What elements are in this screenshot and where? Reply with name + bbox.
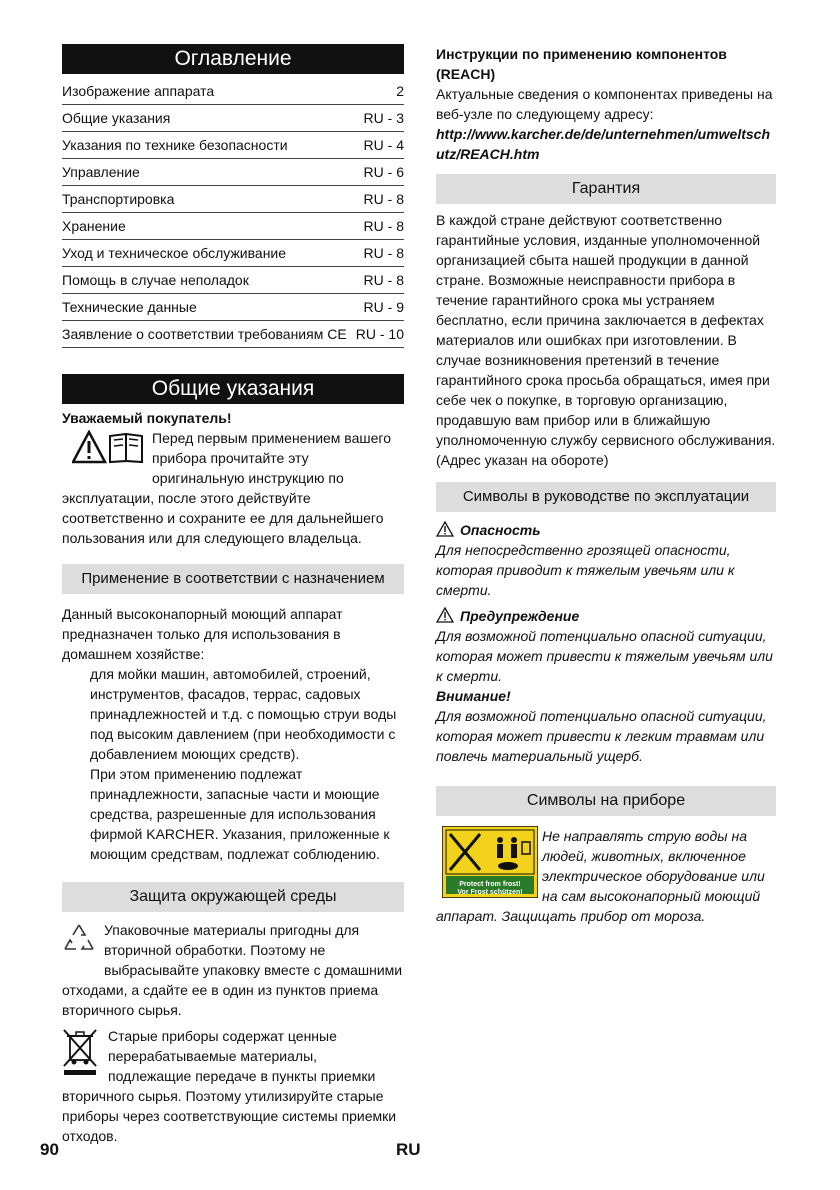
language-code: RU	[396, 1140, 421, 1159]
toc-label: Указания по технике безопасности	[62, 137, 288, 153]
warranty-title: Гарантия	[436, 174, 776, 204]
danger-heading	[436, 520, 776, 540]
toc-label: Изображение аппарата	[62, 83, 215, 99]
toc-row[interactable]	[62, 213, 404, 240]
warning-text: Для возможной потенциально опасной ситуации, которая может привести к тяжелым увечьям или к смерти.	[436, 628, 773, 684]
environment-old-devices: Старые приборы содержат ценные перерабатываемые материалы, подлежащие передаче в пункты приемки вторичного сырья. Поэтому утилизируйте старые приборы через соответствующие системы приемки отходов.	[62, 1028, 397, 1144]
general-title: Общие указания	[62, 374, 404, 404]
right-column	[436, 44, 776, 926]
toc-label: Помощь в случае неполадок	[62, 272, 249, 288]
toc-row[interactable]	[62, 186, 404, 213]
toc-label: Управление	[62, 164, 140, 180]
environment-packaging: Упаковочные материалы пригодны для вторичной обработки. Поэтому не выбрасывайте упаковку вместе с домашними отходами, а сдайте ее в один из пунктов приема вторичного сырья.	[62, 922, 403, 1018]
danger-text: Для непосредственно грозящей опасности, которая приводит к тяжелым увечьям или к смерти.	[436, 542, 735, 598]
toc-label: Общие указания	[62, 110, 171, 126]
usage-title: Применение в соответствии с назначением	[62, 564, 404, 594]
toc-row[interactable]	[62, 267, 404, 294]
greeting: Уважаемый покупатель!	[62, 410, 232, 426]
label-line-2: Vor Frost schützen!	[457, 889, 523, 896]
reach-text: Актуальные сведения о компонентах приведены на веб-узле по следующему адресу:	[436, 86, 773, 122]
general-intro: Перед первым применением вашего прибора прочитайте эту оригинальную инструкцию по эксплуатации, после этого действуйте соответственно и сохраните ее для дальнейшего пользования или для следующего владельца.	[62, 430, 391, 546]
recycle-icon	[62, 922, 96, 961]
usage-text: Данный высоконапорный моющий аппарат предназначен только для использования в домашнем хозяйстве:	[62, 606, 343, 662]
left-column	[62, 44, 404, 1146]
symbols-device-title: Символы на приборе	[436, 786, 776, 816]
toc-row[interactable]	[62, 294, 404, 321]
caution-text: Для возможной потенциально опасной ситуации, которая может привести к легким травмам или повлечь материальный ущерб.	[436, 708, 767, 764]
toc-page: RU - 8	[363, 245, 404, 261]
toc-row[interactable]	[62, 132, 404, 159]
warning-title: Предупреждение	[460, 608, 580, 624]
symbols-manual-title: Символы в руководстве по эксплуатации	[436, 482, 776, 512]
reach-link[interactable]: http://www.karcher.de/de/unternehmen/umweltschutz/REACH.htm	[436, 126, 770, 162]
toc-page: RU - 6	[363, 164, 404, 180]
usage-item-2: При этом применению подлежат принадлежности, запасные части и моющие средства, разрешенные для использования фирмой KARCHER. Указания, приложенные к моющим средствам, подлежат соблюдению.	[90, 766, 390, 862]
toc-row[interactable]	[62, 159, 404, 186]
toc-title: Оглавление	[62, 44, 404, 74]
toc-label: Заявление о соответствии требованиям CE	[62, 326, 347, 342]
usage-item-1: для мойки машин, автомобилей, строений, инструментов, фасадов, террас, садовых принадлежностей и т.д. с помощью струи воды под высоким давлением (при необходимости с добавлением моющих средств).	[90, 666, 397, 762]
weee-bin-icon	[62, 1028, 98, 1081]
toc-page: RU - 4	[363, 137, 404, 153]
toc-label: Хранение	[62, 218, 126, 234]
toc-page: RU - 10	[355, 326, 404, 342]
toc-row[interactable]	[62, 78, 404, 105]
toc-row[interactable]	[62, 240, 404, 267]
manual-icon	[72, 430, 144, 469]
toc-page: RU - 3	[363, 110, 404, 126]
toc-label: Технические данные	[62, 299, 197, 315]
reach-title: Инструкции по применению компонентов (REACH)	[436, 46, 727, 82]
toc-page: RU - 8	[363, 191, 404, 207]
toc-page: RU - 8	[363, 272, 404, 288]
toc-page: RU - 8	[363, 218, 404, 234]
page-number: 90	[40, 1140, 59, 1159]
danger-title: Опасность	[460, 522, 541, 538]
device-warning-label	[442, 826, 538, 903]
warranty-text: В каждой стране действуют соответственно гарантийные условия, изданные уполномоченной организацией сбыта нашей продукции в данной стране. Возможные неисправности прибора в течение гарантийного срока мы устраняем бесплатно, если причина заключается в дефектах материалов или ошибках при изготовлении. В случае возникновения претензий в течение гарантийного срока просьба обращаться, имея при себе чек о покупке, в торговую организацию, продавшую вам прибор или в ближайшую уполномоченную службу сервисного обслуживания.	[436, 212, 776, 448]
environment-title: Защита окружающей среды	[62, 882, 404, 912]
warning-heading	[436, 606, 776, 626]
danger-triangle-icon	[436, 521, 454, 537]
toc-row[interactable]	[62, 321, 404, 348]
warning-triangle-icon	[436, 607, 454, 623]
toc-row[interactable]	[62, 105, 404, 132]
toc-label: Уход и техническое обслуживание	[62, 245, 287, 261]
toc-page: 2	[396, 83, 404, 99]
label-line-1: Protect from frost!	[459, 881, 521, 888]
toc-list	[62, 78, 404, 348]
toc-label: Транспортировка	[62, 191, 175, 207]
toc-page: RU - 9	[363, 299, 404, 315]
caution-title: Внимание!	[436, 688, 511, 704]
symbols-device-text: Не направлять струю воды на людей, животных, включенное электрическое оборудование или на сам высоконапорный моющий аппарат. Защищать прибор от мороза.	[436, 828, 765, 924]
warranty-note: (Адрес указан на обороте)	[436, 452, 609, 468]
